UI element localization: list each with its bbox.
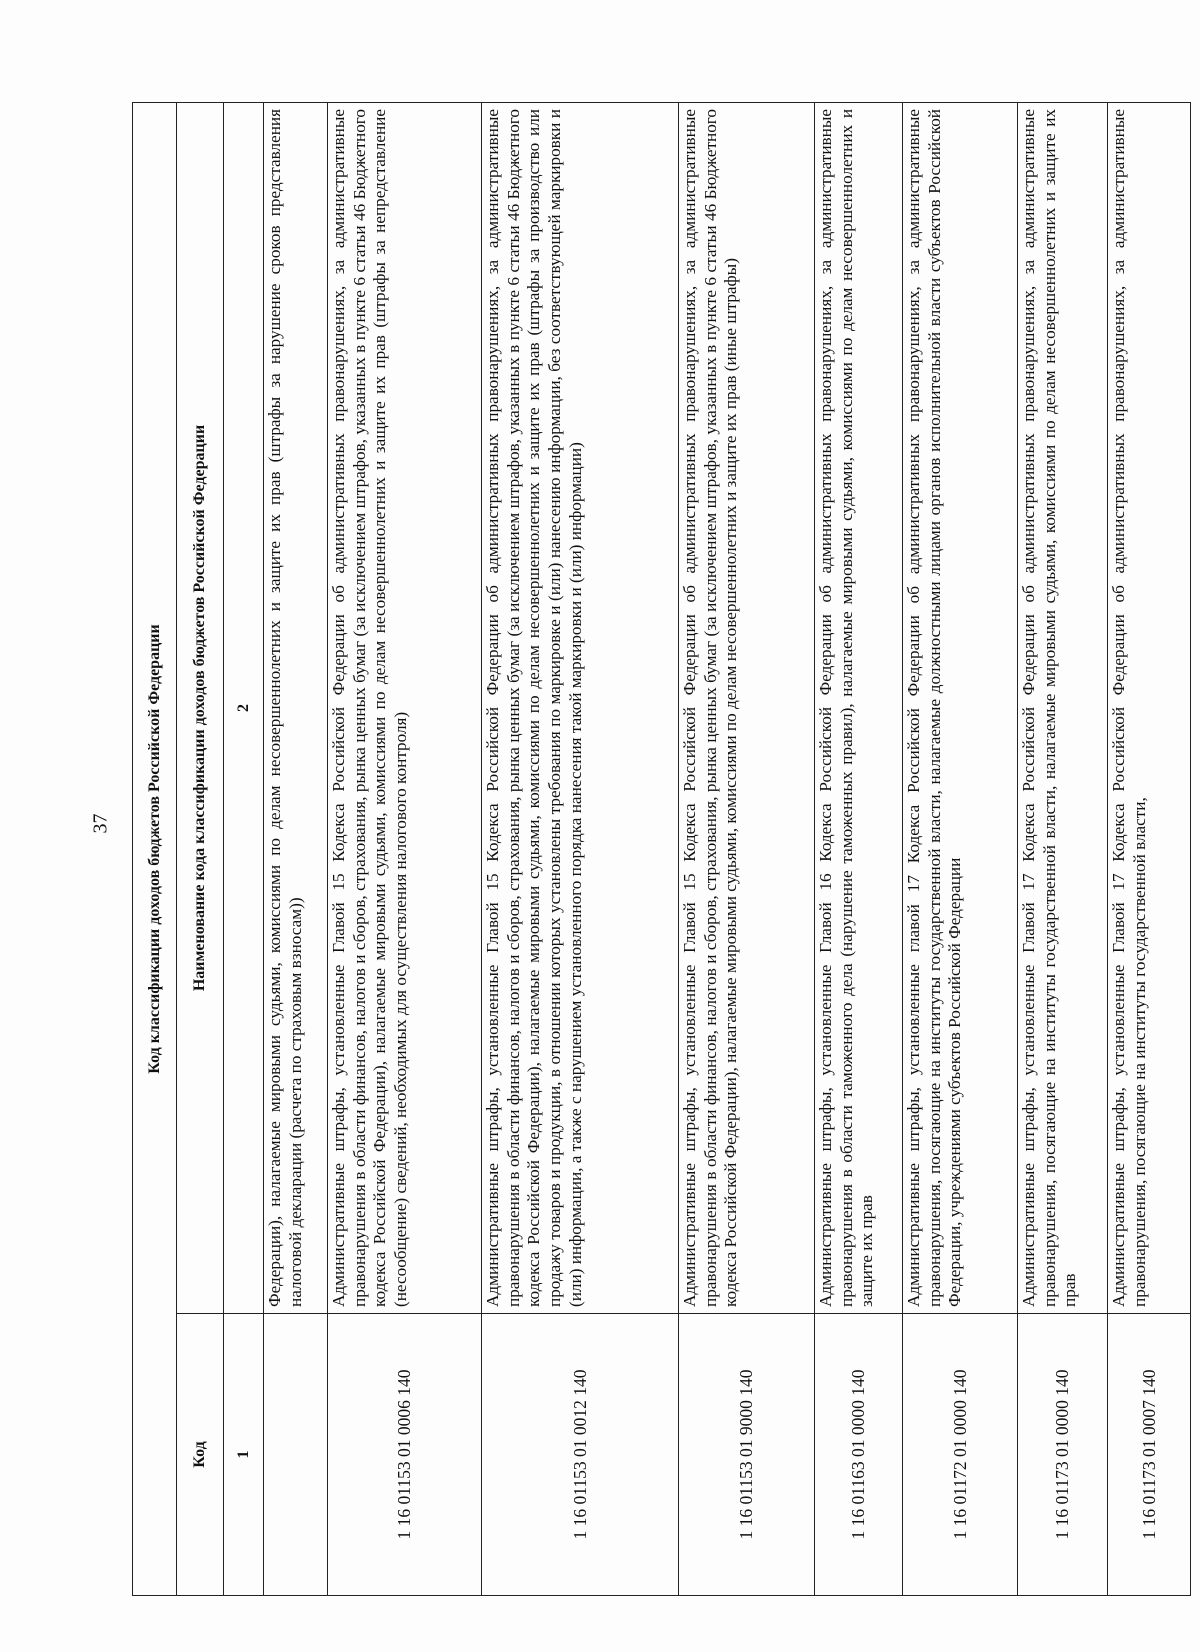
row-code: 1 16 01172 01 0000 140 [903,1314,1018,1596]
row-code [264,1314,328,1596]
table-column-headers [177,102,224,1595]
table-frame [132,103,1159,1596]
column-number-2: 2 [224,102,264,1313]
page-number: 37 [89,813,112,834]
table-row [1018,102,1108,1595]
table-row [1108,102,1191,1595]
table-row [903,102,1018,1595]
row-description: Административные штрафы, установленные Главой 17 Кодекса Российской Федерации об административных правонарушениях, за административные правонарушения, посягающие на институты государственной власти, [1108,102,1191,1313]
row-description: Административные штрафы, установленные Главой 17 Кодекса Российской Федерации об административных правонарушениях, за административные правонарушения, посягающие на институты государственной власти, налагаемые мировыми судьями, комиссиями по делам несовершеннолетних и защите их прав [1018,102,1108,1313]
budget-classification-table [132,102,1191,1596]
table-main-header: Код классификации доходов бюджетов Российской Федерации [133,102,177,1595]
column-header-code: Код [177,1314,224,1596]
row-code: 1 16 01173 01 0000 140 [1018,1314,1108,1596]
row-description: Административные штрафы, установленные Главой 15 Кодекса Российской Федерации об административных правонарушениях, за административные правонарушения в области финансов, налогов и сборов, страхования, рынка ценных бумаг (за исключением штрафов, указанных в пункте 6 статьи 46 Бюджетного кодекса Российской Федерации), налагаемые мировыми судьями, комиссиями по делам несовершеннолетних и защите их прав (штрафы за непредставление (несообщение) сведений, необходимых для осуществления налогового контроля) [328,102,482,1313]
table-row [482,102,679,1595]
table-header-row [133,102,177,1595]
row-code: 1 16 01153 01 9000 140 [679,1314,815,1596]
table-row [679,102,815,1595]
column-number-1: 1 [224,1314,264,1596]
table-column-numbers [224,102,264,1595]
row-code: 1 16 01153 01 0012 140 [482,1314,679,1596]
table-row [815,102,903,1595]
row-code: 1 16 01153 01 0006 140 [328,1314,482,1596]
row-description: Административные штрафы, установленные главой 17 Кодекса Российской Федерации об административных правонарушениях, за административные правонарушения, посягающие на институты государственной власти, налагаемые должностными лицами органов исполнительной власти субъектов Российской Федерации, учреждениями субъектов Российской Федерации [903,102,1018,1313]
column-header-name: Наименование кода классификации доходов бюджетов Российской Федерации [177,102,224,1313]
rotated-table-container [132,103,1159,1596]
row-description: Административные штрафы, установленные Главой 16 Кодекса Российской Федерации об административных правонарушениях, за административные правонарушения в области таможенного дела (нарушение таможенных правил), налагаемые мировыми судьями, комиссиями по делам несовершеннолетних и защите их прав [815,102,903,1313]
row-description: Административные штрафы, установленные Главой 15 Кодекса Российской Федерации об административных правонарушениях, за административные правонарушения в области финансов, налогов и сборов, страхования, рынка ценных бумаг (за исключением штрафов, указанных в пункте 6 статьи 46 Бюджетного кодекса Российской Федерации), налагаемые мировыми судьями, комиссиями по делам несовершеннолетних и защите их прав (штрафы за производство или продажу товаров и продукции, в отношении которых установлены требования по маркировке и (или) нанесению информации, без соответствующей маркировки и (или) информации, а также с нарушением установленного порядка нанесения такой маркировки и (или) информации) [482,102,679,1313]
table-row [264,102,328,1595]
row-description: Федерации), налагаемые мировыми судьями, комиссиями по делам несовершеннолетних и защите их прав (штрафы за нарушение сроков представления налоговой декларации (расчета по страховым взносам)) [264,102,328,1313]
row-description: Административные штрафы, установленные Главой 15 Кодекса Российской Федерации об административных правонарушениях, за административные правонарушения в области финансов, налогов и сборов, страхования, рынка ценных бумаг (за исключением штрафов, указанных в пункте 6 статьи 46 Бюджетного кодекса Российской Федерации), налагаемые мировыми судьями, комиссиями по делам несовершеннолетних и защите их прав (иные штрафы) [679,102,815,1313]
row-code: 1 16 01163 01 0000 140 [815,1314,903,1596]
table-row [328,102,482,1595]
row-code: 1 16 01173 01 0007 140 [1108,1314,1191,1596]
